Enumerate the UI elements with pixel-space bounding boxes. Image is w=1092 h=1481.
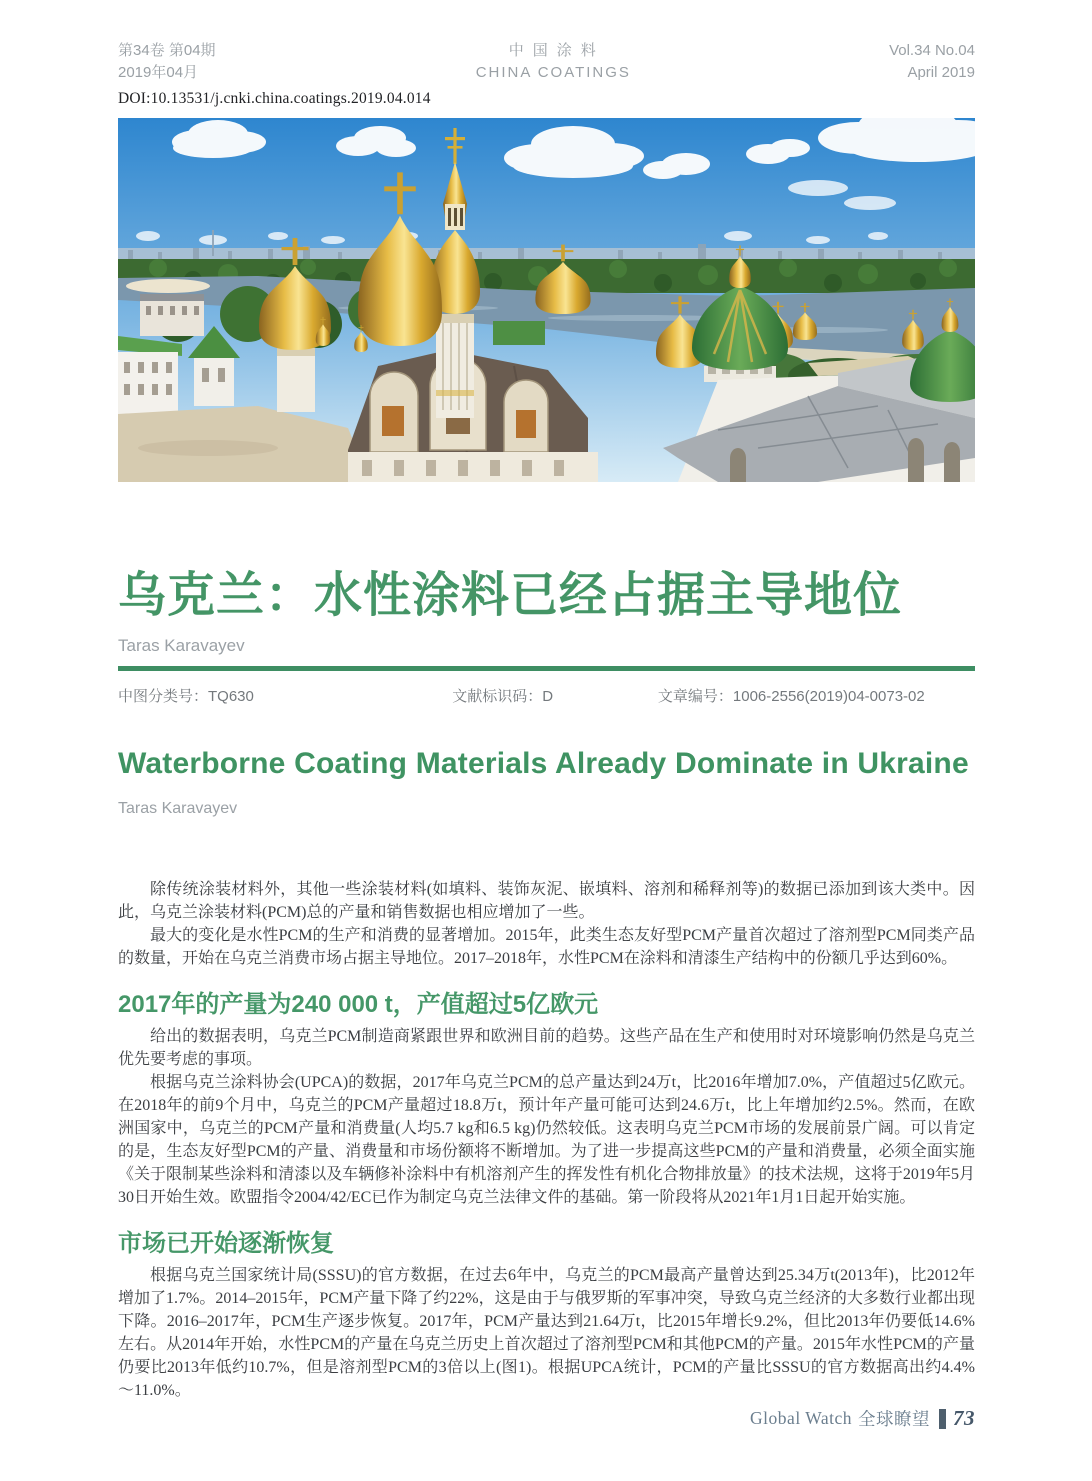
article-meta-row: [118, 685, 975, 706]
header-left: [118, 40, 216, 84]
green-divider-rule: [118, 666, 975, 671]
article-title-en: Waterborne Coating Materials Already Dominate in Ukraine: [118, 747, 969, 780]
article-title-cn: 乌克兰：水性涂料已经占据主导地位: [118, 569, 903, 622]
journal-name-cn: 中国涂料: [508, 42, 605, 59]
volume-issue-en: Vol.34 No.04: [889, 42, 975, 59]
page-footer: [750, 1406, 975, 1431]
date-en: April 2019: [907, 64, 975, 81]
meta-clc: 中图分类号：TQ630: [118, 688, 254, 705]
doi-text: DOI:10.13531/j.cnki.china.coatings.2019.04.014: [118, 90, 431, 107]
meta-doc-code: 文献标识码：D: [452, 688, 554, 705]
footer-page-number: 73: [953, 1406, 975, 1430]
author-name-cn-block: Taras Karavayev: [118, 636, 245, 655]
journal-header: [118, 40, 975, 84]
section-heading-market: 市场已开始逐渐恢复: [118, 1230, 334, 1257]
section-paragraph: 根据乌克兰国家统计局(SSSU)的官方数据，在过去6年中，乌克兰的PCM最高产量曾达到25.34万t(2013年)，比2012年增加了1.7%。2014–2015年，PCM产量下降了约22%，这是由于与俄罗斯的军事冲突，导致乌克兰经济的大多数行业都出现下降。2016–2017年，PCM生产逐步恢复。2017年，PCM产量达到21.64万t，比2015年增长9.2%，但比2013年仍要低14.6%左右。从2014年开始，水性PCM的产量在乌克兰历史上首次超过了溶剂型PCM和其他PCM的产量。2015年水性PCM的产量仍要比2013年低约10.7%，但是溶剂型PCM的3倍以上(图1)。根据UPCA统计，PCM的产量比SSSU的官方数据高出约4.4%～11.0%。: [118, 1267, 975, 1399]
article-photo: [118, 118, 975, 482]
intro-paragraph: 除传统涂装材料外，其他一些涂装材料(如填料、装饰灰泥、嵌填料、溶剂和稀释剂等)的数据已添加到该大类中。因此，乌克兰涂装材料(PCM)总的产量和销售数据也相应增加了一些。: [118, 881, 975, 921]
section-paragraph: 给出的数据表明，乌克兰PCM制造商紧跟世界和欧洲目前的趋势。这些产品在生产和使用时对环境影响仍然是乌克兰优先要考虑的事项。: [118, 1028, 975, 1068]
author-name-en-block: Taras Karavayev: [118, 800, 238, 817]
footer-column-label-en: Global Watch: [750, 1408, 852, 1428]
footer-column-label-cn: 全球瞭望: [858, 1409, 930, 1429]
article-body: [118, 878, 975, 1402]
date-cn: 2019年04月: [118, 64, 199, 81]
section-paragraph: 根据乌克兰涂料协会(UPCA)的数据，2017年乌克兰PCM的总产量达到24万t，比2016年增加7.0%，产值超过5亿欧元。在2018年的前9个月中，乌克兰的PCM产量超过18.8万t，预计年产量可能可达到24.6万t，比上年增加约2.5%。然而，在欧洲国家中，乌克兰的PCM产量和消费量(人均5.7 kg和6.5 kg)仍然较低。这表明乌克兰PCM市场的发展前景广阔。可以肯定的是，生态友好型PCM的产量、消费量和市场份额将不断增加。为了进一步提高这些PCM的产量和消费量，必须全面实施《关于限制某些涂料和清漆以及车辆修补涂料中有机溶剂产生的挥发性有机化合物排放量》的技术法规，这将于2019年5月30日开始生效。欧盟指令2004/42/EC已作为制定乌克兰法律文件的基础。第一阶段将从2021年1月1日起开始实施。: [118, 1074, 975, 1206]
volume-issue-cn: 第34卷 第04期: [118, 42, 216, 59]
header-right: [889, 40, 975, 84]
header-center: [476, 40, 629, 84]
meta-article-no: 文章编号：1006-2556(2019)04-0073-02: [657, 688, 925, 705]
journal-name-en: CHINA COATINGS: [475, 64, 631, 81]
footer-divider-bar: [939, 1409, 946, 1429]
intro-paragraph: 最大的变化是水性PCM的生产和消费的显著增加。2015年，此类生态友好型PCM产量首次超过了溶剂型PCM同类产品的数量，开始在乌克兰消费市场占据主导地位。2017–2018年，水性PCM在涂料和清漆生产结构中的份额几乎达到60%。: [118, 927, 975, 967]
section-heading-production: 2017年的产量为240 000 t，产值超过5亿欧元: [118, 991, 599, 1018]
